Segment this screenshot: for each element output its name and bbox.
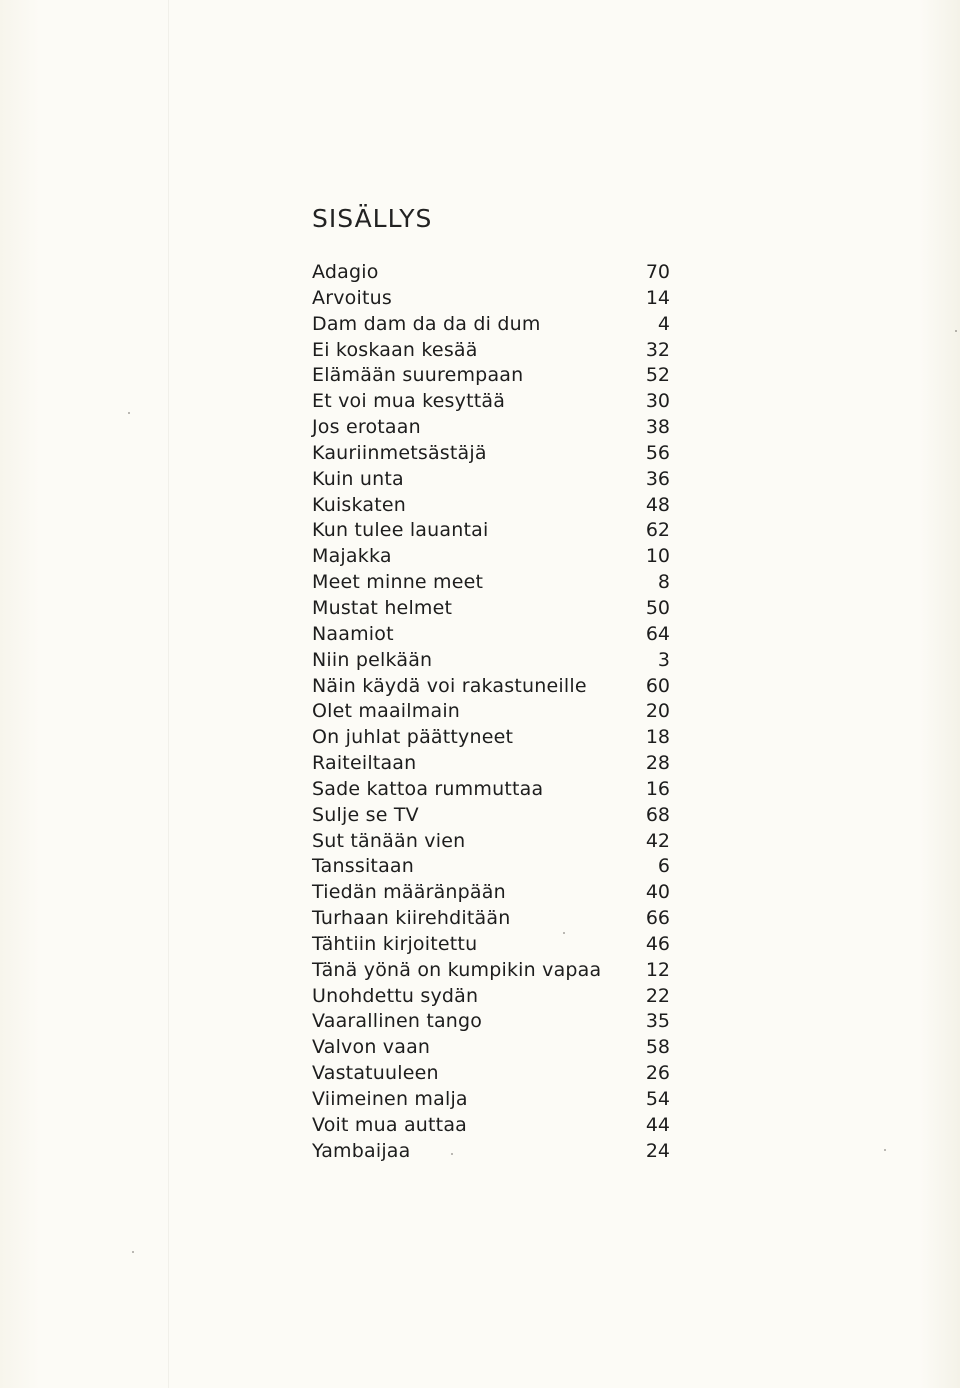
- toc-entry: [312, 260, 670, 286]
- toc-entry: [312, 415, 670, 441]
- toc-entry-title: Sade kattoa rummuttaa: [312, 777, 544, 800]
- toc-entry: [312, 338, 670, 364]
- toc-entry-title: Niin pelkään: [312, 648, 433, 671]
- toc-entry: [312, 906, 670, 932]
- toc-entry: [312, 751, 670, 777]
- toc-entry-page-number: 70: [645, 261, 670, 283]
- toc-entry-page-number: 35: [645, 1010, 670, 1033]
- paper-speck: [132, 1251, 134, 1253]
- toc-entry: [312, 1087, 670, 1113]
- toc-entry-title: Jos erotaan: [312, 416, 421, 439]
- toc-entry-title: Kuiskaten: [312, 493, 407, 516]
- toc-entry-page-number: 60: [645, 674, 670, 697]
- paper-fold-line: [168, 0, 169, 1388]
- toc-entry: [312, 518, 670, 544]
- toc-entry: [312, 1061, 670, 1087]
- toc-entry: [312, 312, 670, 338]
- toc-entry: [312, 1035, 670, 1061]
- toc-entry-title: Kun tulee lauantai: [312, 519, 489, 542]
- toc-entry-page-number: 4: [657, 312, 670, 335]
- toc-entry-page-number: 48: [645, 493, 670, 516]
- toc-entry: [312, 441, 670, 467]
- toc-entry-title: Adagio: [312, 261, 379, 283]
- toc-entry-title: Arvoitus: [312, 286, 392, 309]
- toc-entry: [312, 544, 670, 570]
- toc-entry-title: Dam dam da da di dum: [312, 312, 541, 335]
- toc-entry: [312, 674, 670, 700]
- toc-entry-title: Olet maailmain: [312, 700, 461, 723]
- toc-entry: [312, 803, 670, 829]
- toc-entry-title: Majakka: [312, 545, 392, 568]
- toc-entry-page-number: 30: [645, 390, 670, 413]
- toc-entry-page-number: 14: [645, 286, 670, 309]
- toc-entry-page-number: 46: [645, 932, 670, 955]
- toc-entry-title: Meet minne meet: [312, 571, 484, 594]
- toc-entry: [312, 622, 670, 648]
- toc-entry-title: Sut tänään vien: [312, 829, 466, 852]
- toc-entry-page-number: 58: [645, 1036, 670, 1059]
- toc-entry: [312, 932, 670, 958]
- toc-entry: [312, 1113, 670, 1139]
- toc-entry: [312, 467, 670, 493]
- toc-entry-page-number: 12: [645, 958, 670, 981]
- toc-entry-page-number: 64: [645, 622, 670, 645]
- toc-entry-page-number: 38: [645, 416, 670, 439]
- page-title: SISÄLLYS: [312, 204, 433, 233]
- toc-entry-title: Kauriinmetsästäjä: [312, 441, 487, 464]
- toc-entry-page-number: 8: [657, 571, 670, 594]
- toc-entry-title: On juhlat päättyneet: [312, 726, 514, 749]
- toc-entry: [312, 1009, 670, 1035]
- toc-entry-page-number: 52: [645, 364, 670, 387]
- toc-entry: [312, 648, 670, 674]
- toc-entry-title: Vaarallinen tango: [312, 1010, 483, 1033]
- toc-entry: [312, 363, 670, 389]
- toc-entry-page-number: 68: [645, 803, 670, 826]
- toc-entry: [312, 958, 670, 984]
- toc-entry-page-number: 42: [645, 829, 670, 852]
- toc-entry-page-number: 50: [645, 596, 670, 619]
- paper-speck: [128, 412, 130, 414]
- toc-entry: [312, 286, 670, 312]
- toc-entry: [312, 493, 670, 519]
- toc-entry-page-number: 20: [645, 700, 670, 723]
- toc-entry-title: Turhaan kiirehditään: [312, 907, 511, 930]
- toc-entry-title: Voit mua auttaa: [312, 1113, 468, 1136]
- toc-entry-title: Tänä yönä on kumpikin vapaa: [312, 958, 602, 981]
- toc-entry-page-number: 44: [645, 1113, 670, 1136]
- toc-entry-page-number: 22: [645, 984, 670, 1007]
- toc-entry-page-number: 16: [645, 777, 670, 800]
- toc-entry-title: Yambaijaa: [312, 1139, 411, 1162]
- toc-entry-page-number: 18: [645, 726, 670, 749]
- toc-entry-page-number: 32: [645, 338, 670, 361]
- toc-entry-title: Ei koskaan kesää: [312, 338, 478, 361]
- toc-entry-page-number: 3: [657, 648, 670, 671]
- toc-entry-page-number: 66: [645, 907, 670, 930]
- toc-entry-page-number: 28: [645, 752, 670, 775]
- toc-entry-title: Tanssitaan: [312, 855, 415, 878]
- toc-entry: [312, 596, 670, 622]
- toc-entry-page-number: 62: [645, 519, 670, 542]
- toc-entry-title: Vastatuuleen: [312, 1062, 439, 1085]
- toc-entry-page-number: 36: [645, 467, 670, 490]
- toc-entry-title: Valvon vaan: [312, 1036, 431, 1059]
- toc-entry-title: Unohdettu sydän: [312, 984, 479, 1007]
- toc-entry: [312, 984, 670, 1010]
- toc-entry: [312, 829, 670, 855]
- toc-entry-title: Näin käydä voi rakastuneille: [312, 674, 587, 697]
- toc-entry-title: Et voi mua kesyttää: [312, 390, 506, 413]
- toc-entry-page-number: 24: [645, 1139, 670, 1162]
- toc-entry-title: Elämään suurempaan: [312, 364, 524, 387]
- paper-speck: [955, 330, 957, 332]
- toc-entry: [312, 777, 670, 803]
- toc-entry-title: Tiedän määränpään: [312, 881, 506, 904]
- toc-entry-title: Tähtiin kirjoitettu: [312, 932, 478, 955]
- toc-entry-page-number: 10: [645, 545, 670, 568]
- toc-entry-title: Viimeinen malja: [312, 1088, 468, 1110]
- toc-entry-title: Raiteiltaan: [312, 752, 417, 775]
- toc-entry-title: Naamiot: [312, 622, 394, 645]
- toc-entry-page-number: 40: [645, 881, 670, 904]
- toc-entry: [312, 389, 670, 415]
- toc-entry: [312, 570, 670, 596]
- toc-entry: [312, 880, 670, 906]
- paper-speck: [884, 1149, 886, 1151]
- toc-entry-page-number: 56: [645, 441, 670, 464]
- toc-entry-page-number: 54: [645, 1088, 670, 1110]
- toc-entry: [312, 1139, 670, 1165]
- toc-entry: [312, 699, 670, 725]
- toc-entry-page-number: 6: [657, 855, 670, 878]
- toc-entry-title: Kuin unta: [312, 467, 404, 490]
- table-of-contents: [312, 260, 670, 1165]
- toc-entry: [312, 854, 670, 880]
- toc-entry-page-number: 26: [645, 1062, 670, 1085]
- toc-entry: [312, 725, 670, 751]
- toc-entry-title: Mustat helmet: [312, 596, 453, 619]
- toc-entry-title: Sulje se TV: [312, 803, 419, 826]
